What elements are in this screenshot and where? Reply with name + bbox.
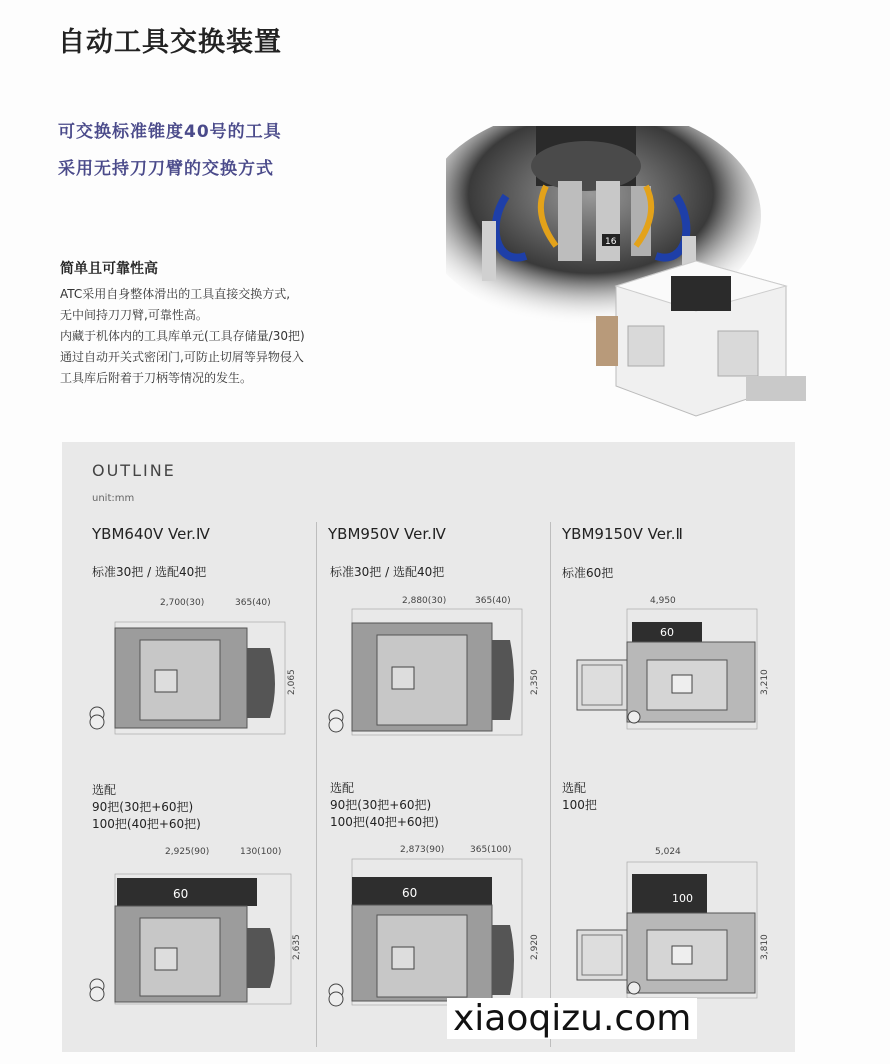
body-text-line: 无中间持刀刀臂,可靠性高。	[60, 308, 208, 322]
dimension-height: 3,210	[760, 669, 770, 695]
magazine-label: 60	[173, 887, 189, 901]
dimension-height: 2,350	[530, 669, 540, 695]
dimension-width-extra: 365(40)	[475, 596, 511, 606]
standard-capacity: 标准30把 / 选配40把	[92, 565, 207, 579]
magazine-label: 60	[402, 886, 418, 900]
layout-drawing	[572, 858, 762, 1003]
standard-capacity: 标准60把	[562, 566, 614, 580]
section-subheading: 简单且可靠性高	[60, 261, 158, 277]
layout-drawing	[85, 858, 300, 1008]
dimension-width: 5,024	[655, 847, 681, 857]
option-line: 90把(30把+60把)	[92, 800, 194, 814]
option-title: 选配	[92, 783, 117, 797]
dimension-width: 2,880(30)	[402, 596, 447, 606]
body-text-line: 内藏于机体内的工具库单元(工具存储量/30把)	[60, 329, 305, 343]
standard-capacity: 标准30把 / 选配40把	[330, 565, 445, 579]
feature-line-1: 可交换标准锥度40号的工具	[58, 122, 282, 142]
dimension-width-extra: 365(100)	[470, 845, 512, 855]
unit-label: unit:mm	[92, 493, 135, 504]
dimension-height: 3,810	[760, 934, 770, 960]
dimension-height: 2,635	[292, 934, 302, 960]
dimension-width: 2,700(30)	[160, 598, 205, 608]
model-name: YBM640V Ver.Ⅳ	[92, 525, 210, 543]
photo-label: 16	[605, 237, 617, 247]
dimension-width-extra: 365(40)	[235, 598, 271, 608]
option-line: 100把(40把+60把)	[330, 815, 439, 829]
option-line: 100把(40把+60把)	[92, 817, 201, 831]
dimension-height: 2,065	[287, 669, 297, 695]
dimension-width: 2,873(90)	[400, 845, 445, 855]
dimension-height: 2,920	[530, 934, 540, 960]
column-divider	[550, 522, 551, 1047]
dimension-width-extra: 130(100)	[240, 847, 282, 857]
feature-line-2: 采用无持刀刀臂的交换方式	[58, 159, 274, 179]
magazine-label: 60	[660, 626, 674, 639]
body-text-line: ATC采用自身整体滑出的工具直接交换方式,	[60, 287, 291, 301]
machine-photo	[446, 126, 812, 432]
layout-drawing	[322, 605, 532, 740]
layout-drawing	[572, 605, 762, 735]
option-line: 100把	[562, 798, 597, 812]
model-name: YBM9150V Ver.Ⅱ	[562, 525, 683, 543]
body-text-line: 工具库后附着于刀柄等情况的发生。	[60, 371, 253, 385]
dimension-width: 2,925(90)	[165, 847, 210, 857]
dimension-width: 4,950	[650, 596, 676, 606]
option-title: 选配	[330, 781, 355, 795]
layout-drawing	[85, 610, 300, 740]
column-divider	[316, 522, 317, 1047]
body-text-line: 通过自动开关式密闭门,可防止切屑等异物侵入	[60, 350, 304, 364]
option-title: 选配	[562, 781, 587, 795]
model-name: YBM950V Ver.Ⅳ	[328, 525, 446, 543]
option-line: 90把(30把+60把)	[330, 798, 432, 812]
layout-drawing	[322, 855, 532, 1010]
watermark: xiaoqizu.com	[447, 998, 697, 1039]
outline-title: OUTLINE	[92, 461, 176, 480]
page-title: 自动工具交换装置	[58, 27, 282, 58]
magazine-label: 100	[672, 892, 693, 905]
